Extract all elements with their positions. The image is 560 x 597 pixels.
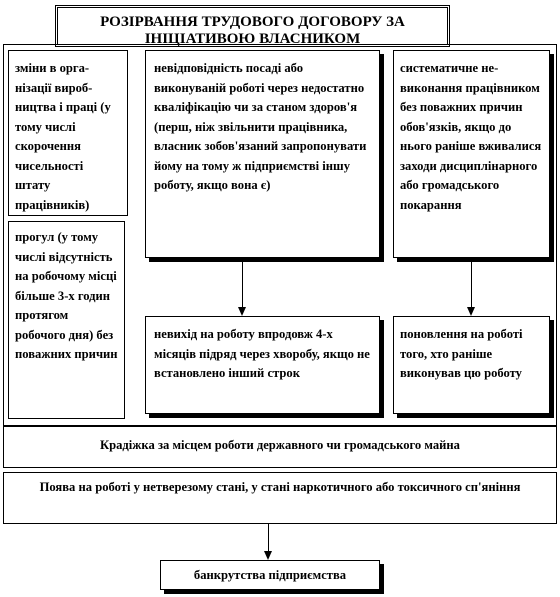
box-theft: [3, 426, 557, 468]
arrow-to-bankruptcy-head: [264, 551, 272, 560]
box-bankruptcy-text: банкрутства підприємства: [193, 568, 347, 582]
box-reinstatement-text: поновлення на роботі того, хто раніше виконував цю роботу: [400, 327, 523, 380]
box-systematic-violation: [393, 50, 550, 258]
title-box: [55, 5, 450, 47]
arrow-to-illness: [242, 258, 243, 308]
arrow-to-reinstatement-head: [467, 307, 475, 316]
box-systematic-violation-text: систематичне невиконання працівником без поважних причин обов'язків, якщо до нього раніше вживалися заходи дисциплінарного або громадського покарання: [400, 61, 542, 212]
box-incompetence-text: невідповідність посаді або виконуваній роботі через недостатно кваліфікацію чи за станом здоров'я (перш, ніж звільнити працівника, власник зобов'язаний запропонувати йому на тому ж підприємстві іншу роботу, якщо вона є): [154, 61, 367, 192]
box-incompetence: [145, 50, 380, 258]
box-long-illness-text: невихід на роботу впродовж 4-х місяців підряд через хворобу, якщо не встановлено інший строк: [154, 327, 370, 380]
arrow-to-reinstatement: [471, 258, 472, 308]
arrow-to-illness-head: [238, 307, 246, 316]
box-bankruptcy: [160, 560, 380, 590]
box-theft-text: Крадіжка за місцем роботи державного чи громадського майна: [100, 438, 460, 452]
box-reinstatement: [393, 316, 550, 414]
arrow-to-bankruptcy: [268, 524, 269, 552]
box-absence: [8, 221, 125, 419]
title-text: РОЗІРВАННЯ ТРУДОВОГО ДОГОВОРУ ЗА ІНІЦІАТИВОЮ ВЛАСНИКОМ: [100, 14, 405, 47]
box-intoxication-text: Поява на роботі у нетверезому стані, у стані наркотичного або токсичного сп'яніння: [39, 480, 521, 494]
box-production-changes-text: зміни в організації виробництва і праці (у тому числі скорочення чисельності штату працівників): [15, 61, 111, 212]
box-production-changes: [8, 50, 128, 216]
box-absence-text: прогул (у тому числі відсутність на робочому місці більше 3-х годин протягом робочого дня) без поважних причин: [15, 230, 118, 361]
box-intoxication: [3, 472, 557, 524]
box-long-illness: [145, 316, 380, 414]
